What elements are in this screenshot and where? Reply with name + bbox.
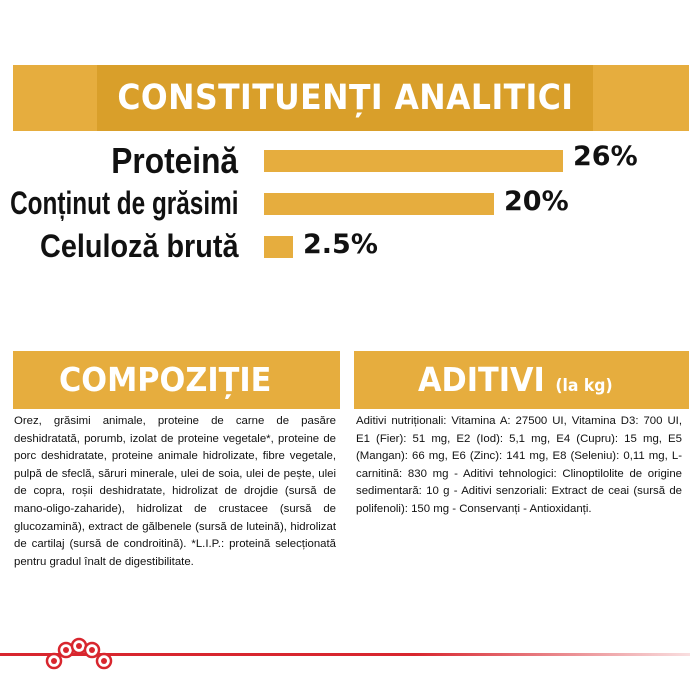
composition-title: COMPOZIȚIE xyxy=(59,360,272,399)
nutrient-value-fiber: 2.5% xyxy=(303,229,378,260)
additives-title-main: ADITIVI xyxy=(418,360,545,399)
nutrient-bar-fiber xyxy=(264,236,293,258)
nutrient-bar-fat xyxy=(264,193,494,215)
composition-text: Orez, grăsimi animale, proteine de carne de pasăre deshidratată, porumb, izolat de proteine vegetale*, proteine de porc deshidratate, proteine animale hidrolizate, fibre vegetale, pulpă de sfeclă, săruri minerale, ulei de soia, ulei de pește, ulei de copra, roșii deshidratate, hidrolizat de drojdie (sursă de mano-oligo-zaharide), hidrolizat de crustacee (sursă de glucozamină), extract de gălbenele (sursă de luteină), hidrolizat de cartilaj (sursă de condroitină). *L.I.P.: proteină selecționată pentru gradul înalt de digestibilitate. xyxy=(14,415,336,568)
additives-header xyxy=(354,351,689,409)
nutrient-value-protein: 26% xyxy=(573,141,638,172)
analytic-title: CONSTITUENȚI ANALITICI xyxy=(116,78,574,118)
additives-title-sub: (la kg) xyxy=(555,376,613,396)
nutrient-bar-protein xyxy=(264,150,563,172)
nutrient-label-fat: Conținut de grăsimi xyxy=(9,185,238,221)
royal-canin-crown-logo-icon xyxy=(42,637,116,673)
nutrient-label-fiber: Celuloză brută xyxy=(39,228,238,264)
nutrient-value-fat: 20% xyxy=(504,186,569,217)
composition-header xyxy=(13,351,340,409)
analytic-header-box xyxy=(97,65,593,131)
additives-text: Aditivi nutriționali: Vitamina A: 27500 UI, Vitamina D3: 700 UI, E1 (Fier): 51 mg, E2 (Iod): 5,1 mg, E4 (Cupru): 15 mg, E5 (Mangan): 66 mg, E6 (Zinc): 141 mg, E8 (Seleniu): 0,11 mg, L-carnitină: 830 mg - Aditivi tehnologici: Clinoptilolite de origine sedimentară: 10 g - Aditivi senzoriali: Extract de ceai (sursă de polifenoli): 150 mg - Conservanți - Antioxidanți. xyxy=(356,415,682,515)
nutrient-label-protein: Proteină xyxy=(111,140,238,181)
additives-title xyxy=(418,351,613,409)
